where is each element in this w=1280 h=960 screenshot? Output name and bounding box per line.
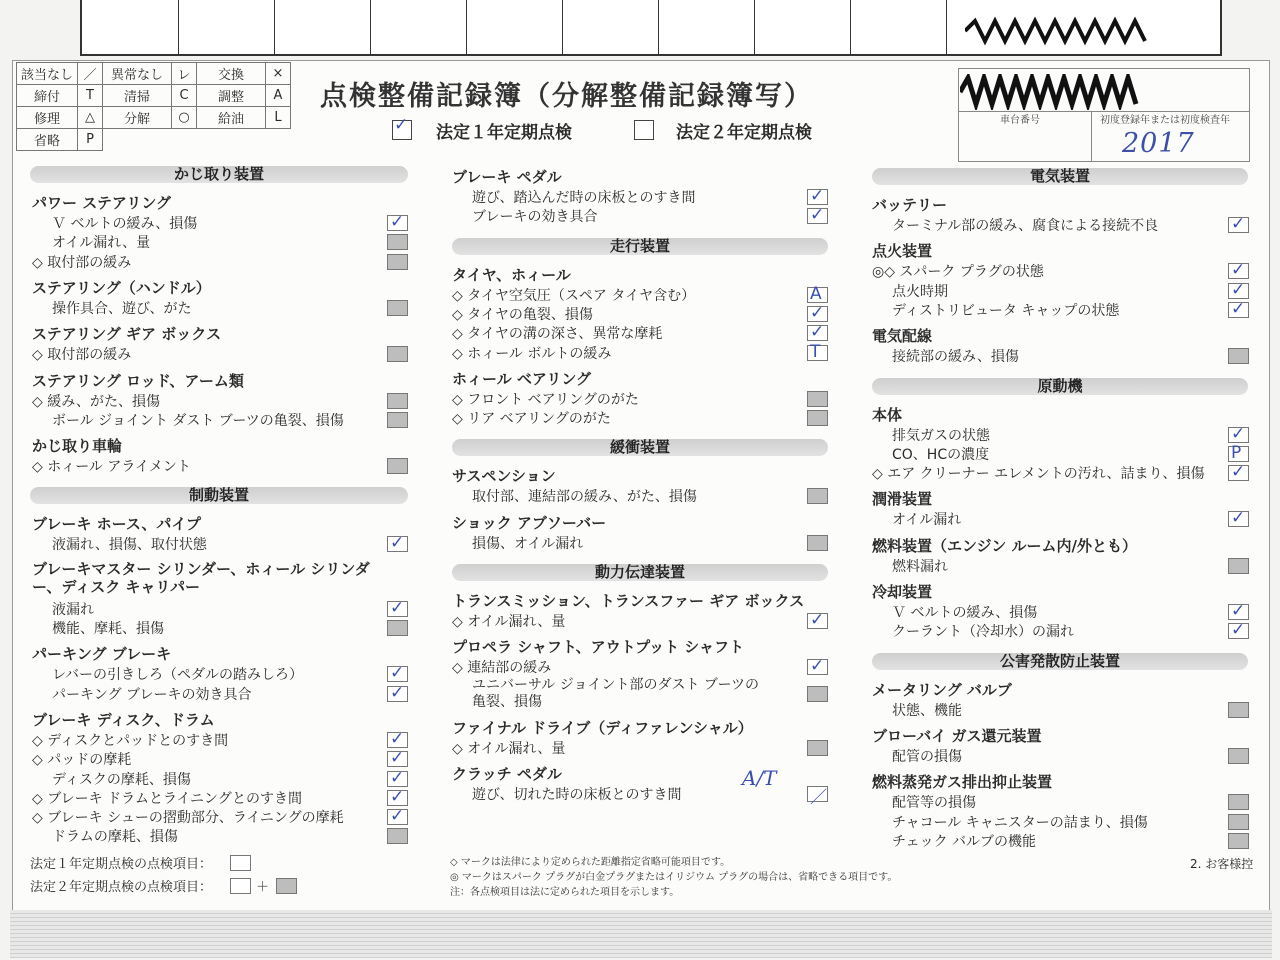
legend-cell: C [172, 85, 197, 107]
check-mark-icon: ✓ [810, 656, 825, 677]
check-box[interactable] [807, 740, 828, 756]
check-item-label: ◇ フロント ベアリングのがた [452, 391, 639, 408]
check-mark-icon: ✓ [810, 205, 825, 226]
check-mark-icon: ✓ [1231, 508, 1246, 529]
code-mark-A: A [810, 283, 822, 304]
legend-cell: △ [78, 107, 103, 129]
check-box[interactable] [387, 234, 408, 250]
legend-cell: P [78, 129, 103, 151]
group-title: 電気配線 [872, 327, 933, 346]
copy-label: 2. お客様控 [1190, 857, 1254, 871]
check-box[interactable] [807, 341, 828, 362]
group-title: ショック アブソーバー [452, 513, 607, 532]
legend-cell: T [78, 85, 103, 107]
legend-cell [266, 129, 291, 151]
check-item-label: ◇ ブレーキ ドラムとライニングとのすき間 [32, 790, 302, 807]
check-box[interactable] [807, 283, 828, 304]
check-item-label: ターミナル部の緩み、腐食による接続不良 [892, 218, 1159, 234]
check-item-label: 取付部、連結部の緩み、がた、損傷 [472, 489, 697, 506]
check-box[interactable] [807, 488, 828, 504]
redaction-scribble [965, 16, 1175, 46]
group-title: ブレーキマスター シリンダー、ホィール シリンダー、ディスク キャリパー [32, 559, 370, 596]
check-box[interactable] [807, 656, 828, 677]
check-mark-icon: ✓ [810, 610, 825, 630]
check-item-label: 状態、機能 [892, 702, 962, 719]
check-item-label: ◇ オイル漏れ、量 [452, 740, 566, 757]
legend-cell: ○ [172, 107, 197, 129]
group-title: 点火装置 [872, 242, 933, 261]
group-title: ステアリング ギア ボックス [32, 325, 222, 344]
check-box[interactable] [807, 205, 828, 226]
check-box[interactable] [387, 728, 408, 749]
check-box[interactable] [807, 186, 828, 206]
group-title: バッテリー [872, 196, 948, 214]
check-mark-icon: ✓ [390, 806, 405, 827]
strip-divider [274, 0, 275, 54]
check-item-label: オイル漏れ [892, 512, 962, 529]
paper-stack-edge [10, 910, 1272, 958]
check-box[interactable] [387, 620, 408, 636]
check-item-label: ◇ ブレーキ シューの摺動部分、ライニングの摩耗 [32, 810, 344, 827]
group-title: かじ取り車輪 [32, 437, 123, 456]
check-item-label: Ｖ ベルトの緩み、損傷 [892, 605, 1038, 621]
check-box[interactable] [1228, 423, 1249, 444]
legend-cell: 清掃 [103, 85, 172, 107]
legend-cell: 修理 [17, 107, 78, 129]
check-box[interactable] [1228, 620, 1249, 641]
group-title: ブレーキ ペダル [452, 168, 562, 186]
check-mark-icon: ✓ [1231, 298, 1246, 319]
strip-divider [562, 0, 563, 54]
group-title: ブローバイ ガス還元装置 [872, 726, 1042, 745]
legend-cell: 交換 [197, 63, 266, 85]
biennial-legend-box-white [230, 878, 251, 894]
biennial-label: 法定２年定期点検 [676, 123, 812, 143]
check-item-label: チェック バルブの機能 [892, 833, 1037, 850]
check-box[interactable] [807, 322, 828, 343]
strip-divider [658, 0, 659, 54]
check-item-label: 接続部の緩み、損傷 [892, 349, 1019, 366]
check-item-label: 損傷、オイル漏れ [472, 535, 584, 552]
group-title: 本体 [872, 405, 903, 424]
check-item-label: ◇ ホィール アライメント [32, 459, 191, 476]
code-mark-P: P [1231, 442, 1242, 463]
plate-label: 車台番号 [1000, 115, 1040, 126]
legend-cell: 該当なし [17, 63, 78, 85]
page-title: 点検整備記録簿（分解整備記録簿写） [320, 81, 813, 112]
check-box[interactable] [387, 458, 408, 474]
check-item-label: ◇ 取付部の緩み [32, 254, 132, 271]
biennial-legend-box-gray [276, 878, 297, 894]
group-title: パワー ステアリング [32, 194, 172, 212]
check-item-label: ◇ 連結部の緩み [452, 660, 552, 677]
check-mark-icon: ✓ [810, 186, 825, 206]
check-item-label: 配管の損傷 [892, 748, 962, 765]
check-mark-icon: ✓ [1231, 462, 1246, 483]
check-box[interactable] [1228, 601, 1249, 621]
check-mark-icon: ✓ [390, 682, 405, 703]
check-item-label: 液漏れ、損傷、取付状態 [52, 537, 207, 554]
group-title: パーキング ブレーキ [32, 645, 172, 664]
check-box[interactable] [387, 767, 408, 788]
check-box[interactable] [1228, 462, 1249, 483]
group-title: 燃料蒸発ガス排出抑止装置 [872, 773, 1053, 792]
check-box[interactable] [387, 533, 408, 554]
check-item-label: Ｖ ベルトの緩み、損傷 [52, 216, 198, 232]
section-header: かじ取り装置 [30, 166, 408, 183]
redaction-scribble [960, 74, 1160, 110]
check-item-label: ドラムの摩耗、損傷 [52, 829, 178, 846]
check-mark-icon: ✓ [810, 302, 825, 323]
group-title: ブレーキ ホース、パイプ [32, 515, 201, 534]
first-reg-label: 初度登録年または初度検査年 [1100, 115, 1230, 126]
legend-cell: 給油 [197, 107, 266, 129]
slash-mark-icon: ／ [810, 788, 827, 809]
handwritten-note: A/T [742, 766, 777, 790]
check-box[interactable] [1228, 298, 1249, 319]
check-box[interactable] [1228, 794, 1249, 810]
first-reg-value: 2017 [1122, 128, 1195, 159]
check-box[interactable] [387, 346, 408, 362]
check-box[interactable] [1228, 508, 1249, 529]
check-item-label: ◇ ディスクとパッドとのすき間 [32, 732, 229, 749]
legend-cell [103, 129, 172, 151]
annual-checkbox[interactable] [392, 115, 412, 140]
group-title: ステアリング ロッド、アーム類 [32, 371, 244, 390]
strip-divider [946, 0, 947, 54]
annual-label: 法定１年定期点検 [436, 123, 572, 143]
strip-divider [754, 0, 755, 54]
check-item-label: CO、HCの濃度 [892, 446, 990, 463]
check-box[interactable] [807, 410, 828, 426]
strip-divider [466, 0, 467, 54]
check-item-label: ディスクの摩耗、損傷 [52, 771, 191, 788]
check-item-label: ◇ エア クリーナー エレメントの汚れ、詰まり、損傷 [872, 466, 1205, 483]
legend-table [16, 62, 291, 151]
check-box[interactable] [387, 254, 408, 270]
check-item-label: ◇ タイヤの亀裂、損傷 [452, 306, 593, 323]
legend-cell: A [266, 85, 291, 107]
check-box[interactable] [387, 828, 408, 844]
legend-cell: × [266, 63, 291, 85]
check-mark-icon: ✓ [394, 115, 409, 135]
check-item-label: ◇ オイル漏れ、量 [452, 614, 566, 630]
check-item-label: ◎◇ スパーク プラグの状態 [872, 264, 1044, 281]
check-mark-icon: ✓ [390, 663, 405, 684]
check-box[interactable] [1228, 348, 1249, 364]
check-mark-icon: ✓ [1231, 260, 1246, 281]
check-mark-icon: ✓ [810, 322, 825, 343]
legend-cell: L [266, 107, 291, 129]
check-box[interactable] [807, 686, 828, 702]
check-item-label: ユニバーサル ジョイント部のダスト ブーツの亀裂、損傷 [472, 676, 759, 710]
check-item-label: 燃料漏れ [892, 558, 948, 575]
check-item-label: ブレーキの効き具合 [472, 209, 598, 226]
check-item-label: 機能、摩耗、損傷 [52, 621, 164, 637]
check-item-label: パーキング ブレーキの効き具合 [52, 686, 252, 703]
check-mark-icon: ✓ [390, 748, 405, 769]
check-box[interactable] [387, 597, 408, 618]
section-header: 制動装置 [30, 487, 408, 504]
check-item-label: ◇ タイヤの溝の深さ、異常な摩耗 [452, 326, 663, 343]
check-box[interactable] [387, 663, 408, 684]
section-header: 原動機 [872, 378, 1248, 395]
check-box[interactable] [387, 393, 408, 409]
biennial-checkbox[interactable] [634, 120, 654, 140]
check-item-label: 液漏れ [52, 601, 94, 618]
check-box[interactable] [807, 610, 828, 630]
group-title: クラッチ ペダル [452, 765, 562, 784]
check-box[interactable] [1228, 748, 1249, 764]
check-box[interactable] [387, 786, 408, 807]
check-item-label: ボール ジョイント ダスト ブーツの亀裂、損傷 [52, 412, 344, 429]
check-box[interactable] [1228, 214, 1249, 234]
check-mark-icon: ✓ [1231, 214, 1246, 234]
check-mark-icon: ✓ [390, 728, 405, 749]
check-item-label: レバーの引きしろ（ペダルの踏みしろ） [52, 667, 304, 684]
check-box[interactable] [1228, 558, 1249, 574]
section-header: 緩衝装置 [452, 439, 828, 456]
group-title: プロペラ シャフト、アウトプット シャフト [452, 638, 744, 657]
strip-divider [178, 0, 179, 54]
check-box[interactable] [807, 391, 828, 407]
section-header: 動力伝達装置 [452, 564, 828, 581]
check-item-label: 配管等の損傷 [892, 795, 976, 812]
legend-cell: 調整 [197, 85, 266, 107]
check-box[interactable] [807, 302, 828, 323]
check-item-label: 遊び、切れた時の床板とのすき間 [472, 787, 682, 804]
check-box[interactable] [1228, 260, 1249, 281]
check-box[interactable] [1228, 814, 1249, 830]
group-title: メータリング バルブ [872, 680, 1012, 699]
check-item-label: ◇ 緩み、がた、損傷 [32, 393, 161, 410]
strip-divider [370, 0, 371, 54]
biennial-items-legend: 法定２年定期点検の点検項目： [30, 880, 213, 895]
check-box[interactable] [387, 212, 408, 232]
check-item-label: ◇ ホィール ボルトの緩み [452, 345, 612, 362]
legend-cell: 異常なし [103, 63, 172, 85]
legend-cell [197, 129, 266, 151]
check-item-label: オイル漏れ、量 [52, 235, 151, 252]
group-title: タイヤ、ホィール [452, 265, 571, 284]
check-box[interactable] [387, 412, 408, 428]
check-box[interactable] [1228, 833, 1249, 849]
group-title: ファイナル ドライブ（ディファレンシャル） [452, 718, 753, 737]
check-box[interactable] [807, 535, 828, 551]
check-box[interactable] [387, 806, 408, 827]
group-title: ステアリング（ハンドル） [32, 278, 211, 297]
legend-cell: 締付 [17, 85, 78, 107]
check-mark-icon: ✓ [1231, 620, 1246, 641]
check-item-label: 遊び、踏込んだ時の床板とのすき間 [472, 190, 696, 206]
group-title: 潤滑装置 [872, 490, 933, 509]
legend-cell: レ [172, 63, 197, 85]
check-mark-icon: ✓ [1231, 601, 1246, 621]
check-item-label: ◇ タイヤ空気圧（スペア タイヤ含む） [452, 287, 696, 304]
annual-legend-box [230, 855, 251, 871]
check-box[interactable] [1228, 442, 1249, 463]
section-header: 電気装置 [872, 168, 1248, 185]
check-mark-icon: ✓ [390, 597, 405, 618]
check-mark-icon: ✓ [1231, 423, 1246, 444]
note-3: 注：各点検項目は法に定められた項目を示します。 [450, 887, 680, 898]
check-item-label: ディストリビュータ キャップの状態 [892, 302, 1120, 319]
check-item-label: クーラント（冷却水）の漏れ [892, 624, 1074, 641]
group-title: トランスミッション、トランスファー ギア ボックス [452, 592, 805, 610]
check-box[interactable] [1228, 702, 1249, 718]
check-mark-icon: ✓ [390, 533, 405, 554]
legend-cell: 省略 [17, 129, 78, 151]
group-title: 燃料装置（エンジン ルーム内/外とも） [872, 536, 1137, 555]
group-title: 冷却装置 [872, 583, 933, 601]
plus-sign: ＋ [256, 880, 270, 895]
note-2: ◎ マークはスパーク プラグが白金プラグまたはイリジウム プラグの場合は、省略できる項目です。 [450, 872, 898, 883]
check-box[interactable] [387, 682, 408, 703]
check-item-label: 操作具合、遊び、がた [52, 300, 192, 317]
check-item-label: ◇ パッドの摩耗 [32, 752, 132, 769]
legend-cell: ／ [78, 63, 103, 85]
group-title: ホィール ベアリング [452, 369, 592, 388]
check-box[interactable] [387, 300, 408, 316]
check-box[interactable] [387, 748, 408, 769]
check-mark-icon: ✓ [390, 786, 405, 807]
check-mark-icon: ✓ [390, 767, 405, 788]
section-header: 公害発散防止装置 [872, 653, 1248, 670]
check-mark-icon: ✓ [390, 212, 405, 232]
group-title: サスペンション [452, 467, 556, 486]
check-box[interactable] [1228, 279, 1249, 300]
check-item-label: ◇ 取付部の緩み [32, 347, 132, 364]
check-box[interactable] [807, 786, 828, 809]
check-item-label: ◇ リア ベアリングのがた [452, 411, 611, 428]
code-mark-T: T [810, 341, 821, 362]
check-item-label: 点火時期 [892, 283, 948, 300]
note-1: ◇ マークは法律により定められた距離指定省略可能項目です。 [450, 857, 731, 868]
group-title: ブレーキ ディスク、ドラム [32, 710, 215, 729]
section-header: 走行装置 [452, 238, 828, 255]
strip-divider [850, 0, 851, 54]
legend-cell: 分解 [103, 107, 172, 129]
check-item-label: チャコール キャニスターの詰まり、損傷 [892, 814, 1148, 831]
legend-cell [172, 129, 197, 151]
check-item-label: 排気ガスの状態 [892, 427, 990, 444]
check-mark-icon: ✓ [1231, 279, 1246, 300]
annual-items-legend: 法定１年定期点検の点検項目： [30, 857, 213, 872]
